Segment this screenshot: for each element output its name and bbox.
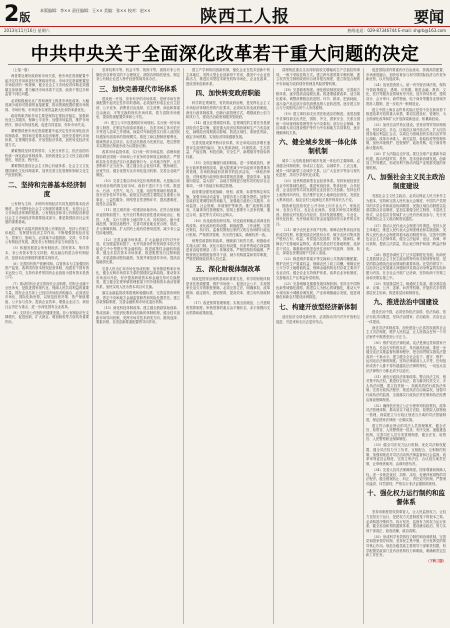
section-heading: 四、加快转变政府职能 bbox=[195, 89, 261, 98]
paragraph: 适应经济全球化新形势，必须推动对内对外开放相互促进、引进来和走出去更好结合。 bbox=[276, 315, 360, 324]
paragraph: 必须毫不动摇巩固和发展公有制经济，坚持公有制主体地位，发挥国有经济主导作用，不断增强国有经济活力、控制力、影响力。必须毫不动摇鼓励、支持、引导非公有制经济发展，激发非公有制经济活力和创造力。 bbox=[5, 226, 89, 245]
paragraph: （16）优化政府组织结构。转变政府职能必须深化机构改革。优化政府机构设置、职能配置、工作流程，完善决策权、执行权、监督权既相互制约又相互协调的行政运行机制。严格绩效管理，突出责任落实，确保权责一致。 bbox=[186, 219, 270, 237]
paragraph: 改革市场监管体系，实行统一的市场监管，清理和废除妨碍全国统一市场和公平竞争的各种规定和做法，严禁和惩处各类违法实行优惠政策行为，反对地方保护，反对垄断和不正当竞争。建立健全社会征信体系，褒扬诚信，惩戒失信。健全优胜劣汰市场化退出机制，完善企业破产制度。 bbox=[96, 150, 180, 178]
paragraph: 政府的职责和作用主要是保持宏观经济稳定，加强和优化公共服务，保障公平竞争，加强市场监管，维护市场秩序，推动可持续发展，促进共同富裕，弥补市场失灵。 bbox=[5, 113, 89, 128]
column-3 bbox=[186, 68, 270, 624]
paragraph: （33）健全司法权力运行机制。优化司法职权配置，健全司法权力分工负责、互相配合、互相制约机制，加强和规范对司法活动的法律监督和社会监督。改革审判委员会制度，完善主审法官、合议庭办案责任制，让审理者裁判、由裁判者负责。 bbox=[366, 443, 446, 466]
paragraph: （22）推进城乡要素平等交换和公共资源均衡配置。维护农民生产要素权益，保障农民工同工同酬，保障农民公平分享土地增值收益，保障金融机构农村存款主要用于农业农村。健全农业支持保护体系，改革农业补贴制度，完善粮食主产区利益补偿机制。 bbox=[276, 257, 360, 280]
paragraph: 建设法治中国，必须坚持依法治国、依法执政、依法行政共同推进，坚持法治国家、法治政府、法治社会一体建设。 bbox=[366, 310, 446, 324]
paragraph: 紧紧围绕坚持党的领导、人民当家作主、依法治国有机统一深化政治体制改革，加快推进社会主义民主政治制度化、规范化、程序化。 bbox=[5, 149, 89, 163]
paragraph: 建立产学研协同创新机制，强化企业在技术创新中的主体地位，发挥大型企业创新骨干作用，激发中小企业创新活力，推进应用型技术研发机构市场化、企业化改革，建设国家创新体系。 bbox=[186, 68, 270, 86]
column-2 bbox=[96, 68, 180, 624]
paper-name: 陕西工人报 bbox=[200, 7, 290, 27]
paragraph: 科学的宏观调控，有效的政府治理，是发挥社会主义市场经济体制优势的内在要求。必须切实转变政府职能，深化行政体制改革，创新行政管理方式，增强政府公信力和执行力，建设法治政府和服务型政府。 bbox=[186, 101, 270, 120]
paragraph: 政府要加强发展战略、规划、政策、标准等制定和实施，加强市场活动监管，加强各类公共服务提供。加强中央政府宏观调控职责和能力，加强地方政府公共服务、市场监管、社会管理、环境保护等职责。推广政府购买服务，凡属事务性管理服务，原则上都要引入竞争机制，通过合同、委托等方式向社会购买。 bbox=[186, 190, 270, 218]
paragraph: （6）完善国有资产管理体制。以管资本为主加强国有资产监管，改革国有资本授权经营体制，组建若干国有资本运营公司，支持有条件的国有企业改组为国有资本投资公司。 bbox=[5, 261, 89, 280]
section-heading: 十、强化权力运行制约和监督体系 bbox=[367, 489, 445, 507]
issue-date: 2013年11月16日 星期六 bbox=[4, 28, 50, 33]
paragraph: （15）全面正确履行政府职能。进一步简政放权，深化行政审批制度改革，最大限度减少中央政府对微观事务的管理，市场机制能有效调节的经济活动，一律取消审批，对保留的行政审批事项要规范管理、提高效率；直接面向基层、量大面广、由地方管理更方便有效的经济社会事项，一律下放地方和基层管理。 bbox=[186, 161, 270, 188]
paragraph: （13）深化科技体制改革。建立健全鼓励原始创新、集成创新、引进消化吸收再创新的体制机制，健全技术创新市场导向机制，发挥市场对技术研发方向、路线选择、要素价格、各类创新要素配置的导向作用。 bbox=[96, 306, 180, 325]
continued-note: （下转三版） bbox=[426, 559, 446, 564]
section-heading: 六、健全城乡发展一体化体制机制 bbox=[279, 138, 357, 156]
section-heading: 五、深化财税体制改革 bbox=[195, 264, 261, 273]
paragraph: （21）赋予农民更多财产权利。保障农民集体经济组织成员权利，积极发展农民股份合作，赋予农民对集体资产股份占有、收益、有偿退出及抵押、担保、继承权。保障农户宅基地用益物权，改革完善农村宅基地制度，选择若干试点，慎重稳妥推进农民住房财产权抵押、担保、转让，探索农民增加财产性收入渠道。 bbox=[276, 228, 360, 256]
paragraph: （30）维护宪法法律权威。宪法是保证党和国家兴旺发达、长治久安的根本法，具有最高权威。要进一步健全宪法实施监督机制和程序，把全面贯彻实施宪法提高到一个新水平。建立健全全社会忠于、遵守、维护、运用宪法法律的制度。坚持法律面前人人平等，任何组织或者个人都不得有超越宪法法律的特权，一切违反宪法法律的行为都必须予以追究。 bbox=[366, 341, 446, 373]
paragraph: （31）深化行政执法体制改革。整合执法主体，相对集中执法权，推进综合执法，着力解决权责交叉、多头执法问题，建立权责统一、权威高效的行政执法体制。完善行政执法程序，规范执法自由裁量权，加强对行政执法的监督，全面落实行政执法责任制和执法经费由财政保障制度。 bbox=[366, 374, 446, 402]
page-number: 2版 bbox=[4, 2, 31, 27]
paragraph: 财政是国家治理的基础和重要支柱，科学的财税体制是优化资源配置、维护市场统一、促进社会公平、实现国家长治久安的制度保障。必须完善立法、明确事权、改革税制、稳定税负、透明预算、提高效率，建立现代财政制度。 bbox=[186, 276, 270, 300]
paragraph: 坚持用制度管权管事管人，让人民监督权力，让权力在阳光下运行，是把权力关进制度笼子的根本之策。必须构建决策科学、执行坚决、监督有力的权力运行体系，健全惩治和预防腐败体系，建设廉洁政治，努力实现干部清正、政府清廉、政治清明。 bbox=[366, 510, 446, 533]
paragraph: 坚持权利平等、机会平等、规则平等，废除对非公有制经济各种形式的不合理规定，消除各种隐性壁垒，制定非公有制企业进入特许经营领域具体办法。 bbox=[96, 68, 180, 82]
paragraph: （11）建立城乡统一的建设用地市场。在符合规划和用途管制前提下，允许农村集体经营性建设用地出让、租赁、入股，实行与国有土地同等入市、同权同价。缩小征地范围，规范征地程序，完善对被征地农民合理、规范、多元保障机制。扩大国有土地有偿使用范围，减少非公益性用地划拨。 bbox=[96, 208, 180, 236]
headline-rule bbox=[8, 64, 442, 65]
paragraph: （9）建立公平开放透明的市场规则。实行统一的市场准入制度，在制定负面清单基础上，各类市场主体可依法平等进入清单之外领域。探索对外商投资实行准入前国民待遇加负面清单的管理模式。推进工商注册制度便利化，削减资质认定项目，由先证后照改为先照后证，把注册资本实缴登记制逐步改为认缴登记制。 bbox=[96, 121, 180, 149]
paragraph: 必须积极稳妥从广度和深度上推进市场化改革，大幅度减少政府对资源的直接配置，推动资源配置依据市场规则、市场价格、市场竞争实现效益最大化和效率最优化。 bbox=[5, 98, 89, 112]
section-heading: 七、构建开放型经济新体制 bbox=[279, 303, 357, 312]
paragraph: （20）加快构建新型农业经营体系。坚持家庭经营在农业中的基础性地位，推进家庭经营、集体经营、合作经营、企业经营等共同发展的农业经营方式创新。坚持农村土地集体所有权，依法维护农民土地承包经营权，发展壮大集体经济。稳定农村土地承包关系并保持长久不变。 bbox=[276, 179, 360, 202]
date-bar bbox=[0, 26, 450, 36]
paragraph: （26）扩大内陆沿边开放。抓住全球产业重新布局机遇，推动内陆贸易、投资、技术创新协调发展。创新加工贸易模式，形成有利于推动内陆产业集群发展的体制机制。 bbox=[366, 152, 446, 170]
paragraph: 完善发展成果考核评价体系，纠正单纯以经济增长速度评定政绩的偏向，加大资源消耗、环境损害、生态效益、产能过剩、科技创新、安全生产、新增债务等指标的权重。 bbox=[186, 141, 270, 159]
section-heading: 八、加强社会主义民主政治制度建设 bbox=[367, 173, 445, 191]
column-1 bbox=[5, 68, 89, 624]
section-title: 要闻 bbox=[413, 8, 444, 26]
paragraph: 建立符合职业特点的司法人员管理制度，健全法官、检察官、人民警察统一招录、有序交流、逐级遴选机制，完善司法人员分类管理制度，健全法官、检察官、人民警察职业保障制度。 bbox=[366, 423, 446, 442]
editor-credits: 本版编辑：李×× 责任编辑：王×× 美编：张×× 校对：赵×× bbox=[40, 8, 151, 13]
paragraph: （27）推动人民代表大会制度与时俱进。坚持人民主体地位，推进人民代表大会制度理论和实践创新，发挥人民代表大会制度的根本政治制度作用。完善中国特色社会主义法律体系，健全立法起草、论证、协调、审议机制，提高立法质量，防止地方保护和部门利益法制化。 bbox=[366, 223, 446, 251]
paragraph: 落实金融监管改革措施和稳健标准，完善监管协调机制，界定中央和地方金融监管职责和风险处置责任。建立存款保险制度，完善金融机构市场化退出机制。 bbox=[96, 291, 180, 305]
paragraph: （17）改进预算管理制度。实施全面规范、公开透明的预算制度。审核预算的重点由平衡状态、赤字规模向支出预算和政策拓展。 bbox=[186, 301, 270, 315]
column-divider bbox=[363, 68, 364, 624]
paragraph: 鼓励承包经营权在公开市场上向专业大户、家庭农场、农民合作社、农业企业流转，发展多种形式规模经营。鼓励农村发展合作经济，扶持发展规模化、专业化、现代化经营，允许财政项目资金直接投向符合条件的合作社。 bbox=[276, 203, 360, 227]
paragraph: （14）健全宏观调控体系。宏观调控的主要任务是保持经济总量平衡，促进重大经济结构协调和生产力布局优化，减缓经济周期波动影响，防范区域性、系统性风险，稳定市场预期，实现经济持续健康发展。 bbox=[186, 121, 270, 140]
paragraph: （25）加快自由贸易区建设。坚持世界贸易体制规则，坚持双边、多边、区域次区域开放合作，扩大同各国各地区利益汇合点，以周边为基础加快实施自由贸易区战略。改革市场准入、海关监管、检验检疫等管理体制，加快环境保护、投资保护、政府采购、电子商务等新议题谈判。 bbox=[366, 123, 446, 150]
contact-info: 热线电话：029-87346744 E-mail: shgrb@163.com bbox=[347, 28, 446, 33]
section-heading: 九、推进法治中国建设 bbox=[373, 298, 439, 307]
column-divider bbox=[273, 68, 274, 624]
paragraph: 深化司法体制改革，加快建设公正高效权威的社会主义司法制度，维护人民权益，让人民群众在每一个司法案件中都感受到公平正义。 bbox=[366, 325, 446, 339]
paragraph: 公有制为主体、多种所有制经济共同发展的基本经济制度，是中国特色社会主义制度的重要支柱，也是社会主义市场经济体制的根基。公有制经济和非公有制经济都是社会主义市场经济的重要组成部分，都是我国经济社会发展的重要基础。 bbox=[5, 202, 89, 225]
paragraph: （19）建立事权和支出责任相适应的制度。适度加强中央事权和支出责任，国防、外交、国家安全、关系全国统一市场规则和管理等作为中央事权；部分社会保障、跨区域重大项目建设维护等作为中央和地方共同事权，逐步理顺事权关系。 bbox=[276, 112, 360, 135]
paragraph: （32）确保依法独立公正行使审判权检察权。改革司法管理体制，推动省以下地方法院、检察院人财物统一管理，探索建立与行政区划适当分离的司法管辖制度，保证国家法律统一正确实施。 bbox=[366, 403, 446, 422]
paragraph: 完善人民币汇率市场化形成机制，加快推进利率市场化，健全反映市场供求关系的国债收益率曲线。推动资本市场双向开放，有序提高跨境资本和金融交易可兑换程度，建立健全宏观审慎管理框架下的外债和资本流动管理体系，加快实现人民币资本项目可兑换。 bbox=[96, 266, 180, 289]
paragraph: 清理规范重点支出同财政收支增幅或生产总值挂钩事项，一般不采取挂钩方式。建立跨年度预算平衡机制，建立权责发生制的政府综合财务报告制度，建立规范合理的中央和地方政府债务管理及风险预警机制。 bbox=[276, 68, 360, 86]
paragraph: （上接一版） bbox=[11, 68, 31, 72]
paragraph: （18）完善税收制度。深化税收制度改革，完善地方税体系，逐步提高直接税比重。推进增值税改革，适当简化税率。调整消费税征收范围、环节、税率，把高耗能、高污染产品及部分高档消费品纳入征收范围。逐步建立综合与分类相结合的个人所得税制。 bbox=[276, 87, 360, 111]
paragraph: （23）完善城镇化健康发展体制机制。坚持走中国特色新型城镇化道路，推进以人为核心的城镇化，推动大中小城市和小城镇协调发展、产业和城镇融合发展，促进城镇化和新农村建设协调推进。 bbox=[276, 281, 360, 300]
paragraph: 城乡二元结构是制约城乡发展一体化的主要障碍。必须健全体制机制，形成以工促农、以城带乡、工农互惠、城乡一体的新型工农城乡关系，让广大农民平等参与现代化进程、共同分享现代化成果。 bbox=[276, 159, 360, 178]
column-divider bbox=[183, 68, 184, 624]
paragraph: 促进国际国内要素有序自由流动、资源高效配置、市场深度融合，加快培育参与和引领国际经济合作竞争新优势，以开放促改革。 bbox=[366, 68, 446, 82]
paragraph: （12）完善金融市场体系。扩大金融业对内对外开放，在加强监管前提下，允许具备条件的民间资本依法发起设立中小型银行等金融机构。推进政策性金融机构改革。健全多层次资本市场体系，推进股票发行注册制改革，多渠道推动股权融资，发展并规范债券市场，提高直接融资比重。 bbox=[96, 237, 180, 265]
section-heading: 三、加快完善现代市场体系 bbox=[99, 84, 177, 93]
column-divider bbox=[92, 68, 93, 624]
paragraph: （35）形成科学有效的权力制约和协调机制。完善党和国家领导体制，坚持民主集中制，充分发挥党的领导核心作用。规范各级党政主要领导干部职责权限，科学配置党政部门及内设机构权力和职能，明确职责定位和工作任务。 bbox=[366, 534, 446, 558]
column-4 bbox=[276, 68, 360, 624]
paragraph: （7）推动国有企业完善现代企业制度。国有企业属于全民所有，是推进国家现代化、保障人民共同利益的重要力量。国有企业总体上已经同市场经济相融合，必须适应市场化、国际化新形势，以规范经营决策、资产保值增值、公平参与竞争、提高企业效率、增强企业活力、承担社会责任为重点，进一步深化国有企业改革。 bbox=[5, 281, 89, 309]
paragraph: （8）支持非公有制经济健康发展。非公有制经济在支撑增长、促进创新、扩大就业、增加税收等方面具有重要作用。 bbox=[5, 310, 89, 324]
column-5 bbox=[366, 68, 446, 624]
paragraph: 紧紧围绕使市场在资源配置中起决定性作用深化经济体制改革，坚持和完善基本经济制度，加快完善现代市场体系、宏观调控体系、开放型经济体系，加快转变经济发展方式。 bbox=[5, 129, 89, 147]
paragraph: 建设统一开放、竞争有序的市场体系，是使市场在资源配置中起决定性作用的基础。必须加快形成企业自主经营、公平竞争，消费者自由选择、自主消费，商品和要素自由流动、平等交换的现代市场体系，着力清除市场壁垒，提高资源配置效率和公平性。 bbox=[96, 96, 180, 120]
paragraph: （10）完善主要由市场决定价格的机制。凡是能由市场形成价格的都交给市场，政府不进行不当干预。推进水、石油、天然气、电力、交通、电信等领域价格改革，放开竞争性环节价格。政府定价范围主要限定在重要公用事业、公益性服务、网络型自然垄断环节，提高透明度，接受社会监督。 bbox=[96, 179, 180, 207]
paragraph: 紧紧围绕建设社会主义核心价值体系、社会主义文化强国深化文化体制改革，加快完善文化管理体制和文化生产经营机制。 bbox=[5, 164, 89, 178]
paragraph: 发展社会主义民主政治，必须以保证人民当家作主为根本，坚持和完善人民代表大会制度、中国共产党领导的多党合作和政治协商制度、民族区域自治制度以及基层群众自治制度，更加注重健全民主制度、丰富民主形式，从各层次各领域扩大公民有序政治参与，充分发挥我国社会主义政治制度优越性。 bbox=[366, 194, 446, 222]
paragraph: （24）放宽投资准入。统一内外资法律法规，保持外资政策稳定、透明、可预期。推进金融、教育、文化、医疗等服务业领域有序开放，放开育幼养老、建筑设计、会计审计、商贸物流、电子商务等服务业领域外资准入限制，进一步放开一般制造业。 bbox=[366, 83, 446, 106]
headline: 中共中央关于全面深化改革若干重大问题的决定 bbox=[30, 44, 420, 65]
paragraph: （29）发展基层民主。畅通民主渠道，健全基层选举、议事、公开、述职、问责等机制。开展形式多样的基层民主协商，推进基层协商制度化。 bbox=[366, 281, 446, 295]
paragraph: 两者要处理好政府和市场关系，使市场在资源配置中起决定性作用和更好发挥政府作用。市场决定资源配置是市场经济的一般规律，健全社会主义市场经济体制必须遵循这条规律，着力解决市场体系不完善、政府干预过多和监管不到位问题。 bbox=[5, 74, 89, 97]
paragraph: 建立中国上海自由贸易试验区是党中央在新形势下推进改革开放的重大举措，要切实建设好、管理好，为全面深化改革和扩大开放探索新途径、积累新经验。 bbox=[366, 107, 446, 121]
paragraph: （28）推进协商民主广泛多层制度化发展。协商民主是我国社会主义民主政治的特有形式和独特优势，是党的群众路线在政治领域的重要体现。在党的领导下，以经济社会发展重大问题和涉及群众切身利益的实际问题为内容，在全社会开展广泛协商，坚持协商于决策之前和决策实施之中。 bbox=[366, 252, 446, 280]
paragraph: （5）积极发展混合所有制经济。国有资本、集体资本、非公有资本等交叉持股、相互融合的混合所有制经济，是基本经济制度的重要实现形式。 bbox=[5, 246, 89, 260]
section-heading: 二、坚持和完善基本经济制度 bbox=[8, 181, 86, 199]
paragraph: （34）完善人权司法保障制度。国家尊重和保障人权。进一步规范查封、扣押、冻结、处理涉案财物的司法程序。健全错案防止、纠正、责任追究机制，严禁刑讯逼供、体罚虐待，严格实行非法证据排除规则。 bbox=[366, 467, 446, 486]
paragraph: 统筹党政群机构改革，理顺部门职责关系。积极稳妥实施大部门制。优化行政区划设置，有条件的地方探索推进省直接管理县（市）体制改革。严格控制机构编制，严格按规定职数配备领导干部，减少机构数量和领导职数，严格控制财政供养人员总量。 bbox=[186, 239, 270, 262]
